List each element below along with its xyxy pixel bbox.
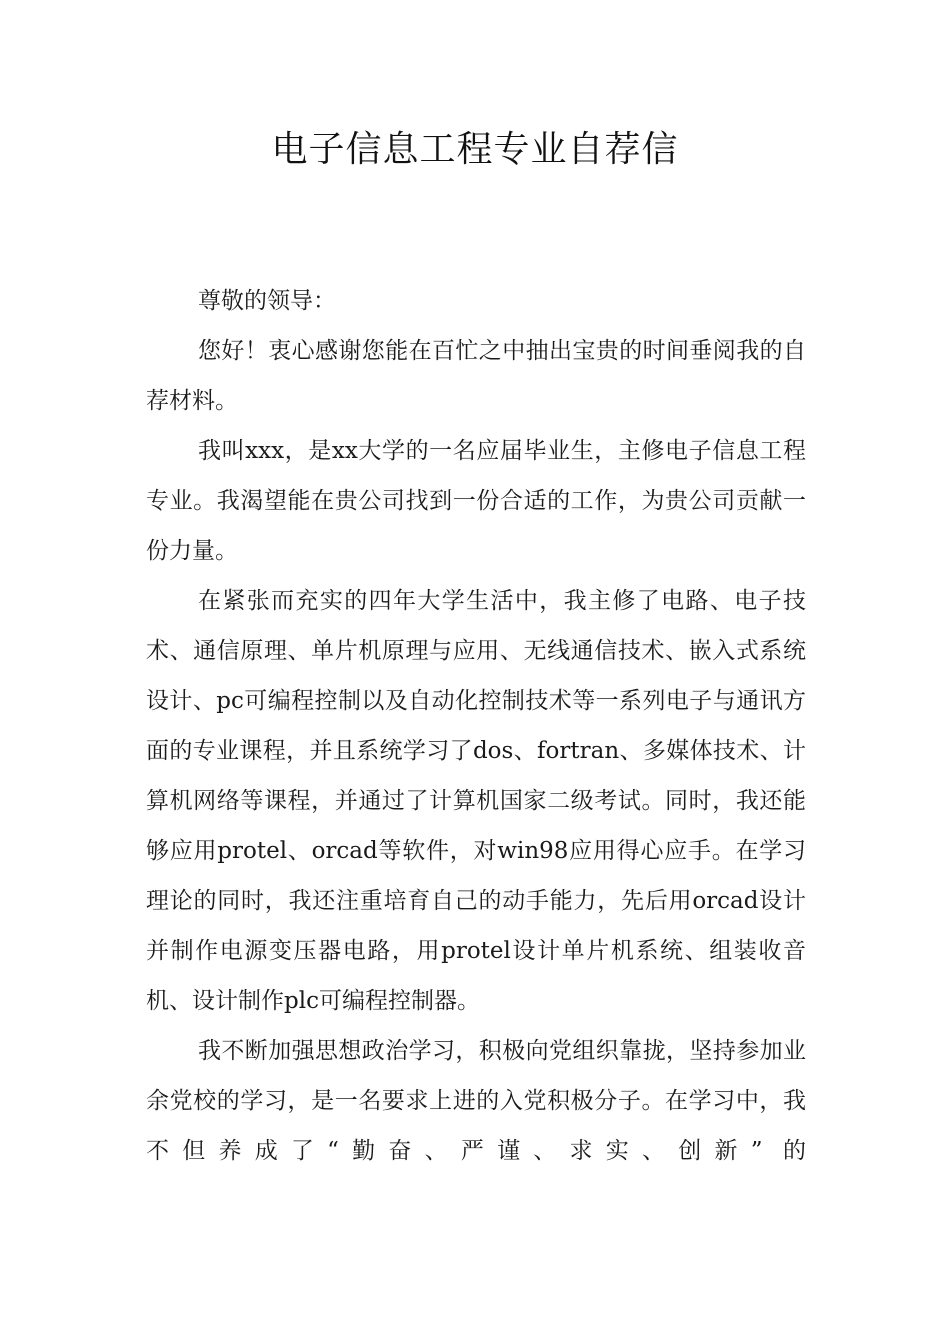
- paragraph-greeting: 您好！衷心感谢您能在百忙之中抽出宝贵的时间垂阅我的自荐材料。: [146, 338, 806, 414]
- salutation: 尊敬的领导：: [198, 288, 336, 314]
- paragraph-studies: 在紧张而充实的四年大学生活中，我主修了电路、电子技术、通信原理、单片机原理与应用、无线通信技术、嵌入式系统设计、pc可编程控制以及自动化控制技术等一系列电子与通讯方面的专业课程，并且系统学习了dos、fortran、多媒体技术、计算机网络等课程，并通过了计算机国家二级考试。同时，我还能够应用protel、orcad等软件，对win98应用得心应手。在学习理论的同时，我还注重培育自己的动手能力，先后用orcad设计并制作电源变压器电路，用protel设计单片机系统、组装收音机、设计制作plc可编程控制器。: [146, 588, 806, 1014]
- letter-body: [146, 276, 806, 1176]
- paragraph-politics: 我不断加强思想政治学习，积极向党组织靠拢，坚持参加业余党校的学习，是一名要求上进的入党积极分子。在学习中，我不但养成了“勤奋、严谨、求实、创新” 的: [146, 1038, 806, 1164]
- document-title: 电子信息工程专业自荐信: [271, 129, 679, 170]
- paragraph-introduction: 我叫xxx，是xx大学的一名应届毕业生，主修电子信息工程专业。我渴望能在贵公司找到一份合适的工作，为贵公司贡献一份力量。: [146, 438, 806, 564]
